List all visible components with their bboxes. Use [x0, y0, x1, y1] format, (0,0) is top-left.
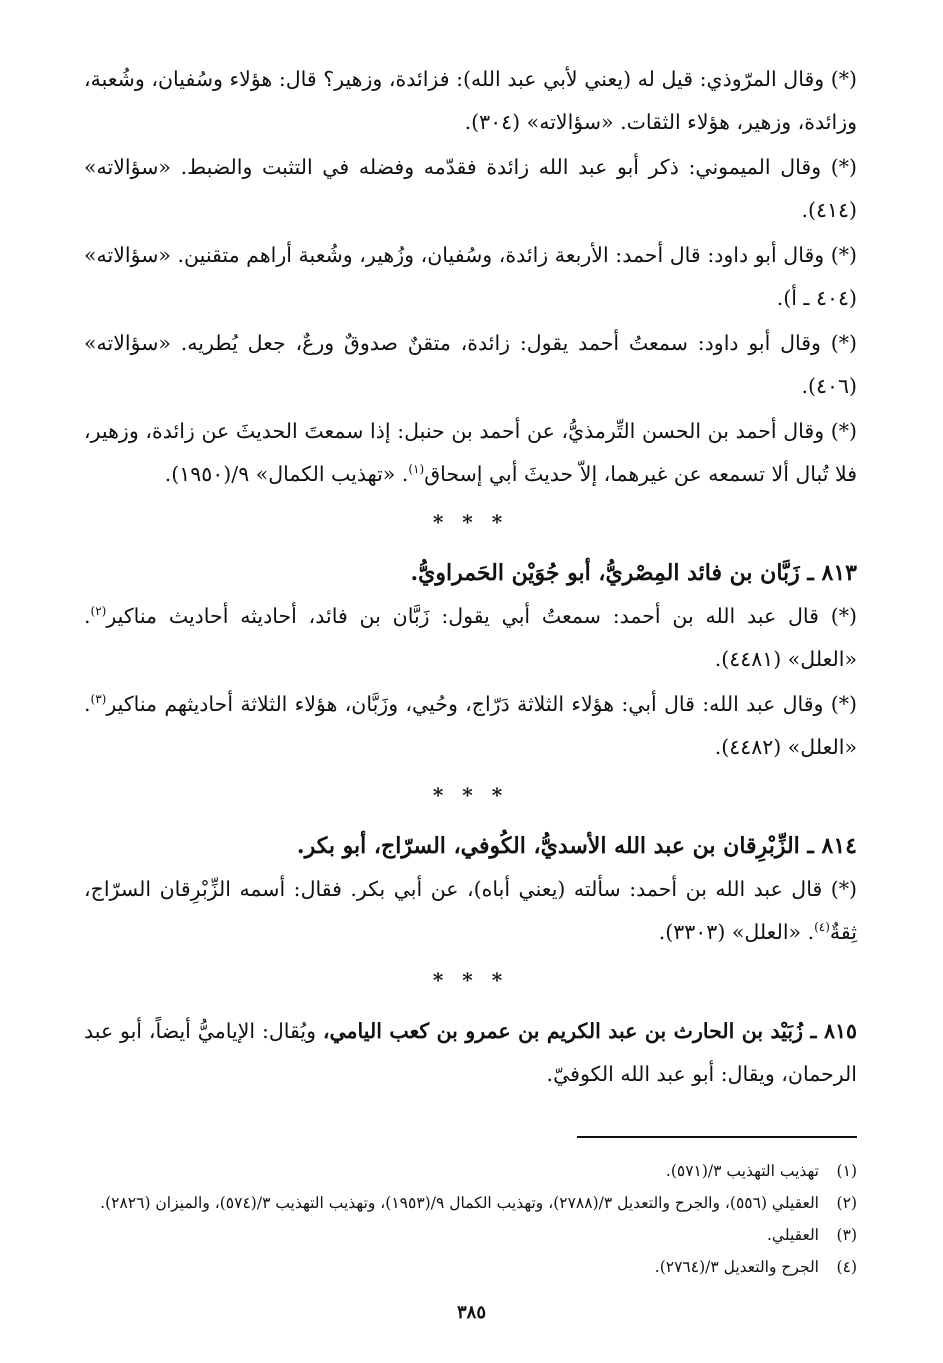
footnote-number: (٢) — [836, 1194, 857, 1212]
footnote-text: الجرح والتعديل ٣/(٢٧٦٤). — [654, 1258, 819, 1276]
footnote-text: العقيلي (٥٥٦)، والجرح والتعديل ٣/(٢٧٨٨)، وتهذيب الكمال ٩/(١٩٥٣)، وتهذيب التهذيب ٣/(٥٧٤)، والميزان (٢٨٢٦). — [100, 1194, 819, 1212]
footnote-ref: (٢) — [90, 604, 107, 619]
entry-title-813: ٨١٣ ـ زَبَّان بن فائد المِصْريُّ، أبو جُوَيْن الحَمراويُّ. — [410, 560, 857, 586]
footnote-number: (٤) — [836, 1258, 857, 1276]
footnote-ref: (٤) — [814, 920, 830, 935]
entry-815 — [84, 1010, 857, 1096]
page-number: ٣٨٥ — [456, 1302, 486, 1323]
paragraph-tirmidhi — [84, 410, 857, 496]
paragraph-text: . «العلل» (٣٣٠٣). — [658, 920, 815, 944]
paragraph-text: . «العلل» (٤٤٨٢). — [84, 692, 857, 759]
footnote-item — [84, 1156, 857, 1186]
paragraph-text: (*) قال عبد الله بن أحمد: سألته (يعني أباه)، عن أبي بكر. فقال: أسمه الزِّبْرِقان السرّاج، ثِقةٌ — [84, 877, 857, 944]
footnote-item — [84, 1252, 857, 1282]
paragraph-813-2 — [84, 683, 857, 769]
footnote-ref: (٣) — [90, 692, 107, 707]
footnote-item — [84, 1188, 857, 1218]
paragraph-marwazi: (*) وقال المرّوذي: قيل له (يعني لأبي عبد الله): فزائدة، وزهير؟ قال: هؤلاء وسُفيان، وشُعبة، وزائدة، وزهير، هؤلاء الثقات. «سؤالاته» (٣٠٤). — [84, 67, 857, 134]
footnote-number: (١) — [836, 1162, 857, 1180]
footnote-item — [84, 1220, 857, 1250]
paragraph-813-1 — [84, 595, 857, 681]
entry-title-815: ٨١٥ ـ زُبَيْد بن الحارث بن عبد الكريم بن عمرو بن كعب اليامي، — [322, 1019, 857, 1043]
paragraph-text: ويُقال: الإياميُّ أيضاً، أبو عبد الرحمان، ويقال: أبو عبد الله الكوفيّ. — [84, 1019, 857, 1086]
footnote-ref: (١) — [408, 462, 425, 477]
section-separator: * * * — [432, 968, 509, 992]
paragraph-text: (*) وقال عبد الله: قال أبي: هؤلاء الثلاثة دَرّاج، وحُيي، وزَبَّان، هؤلاء الثلاثة أحاديثهم مناكير — [106, 692, 857, 716]
footnote-text: تهذيب التهذيب ٣/(٥٧١). — [665, 1162, 819, 1180]
paragraph-abu-dawud-1: (*) وقال أبو داود: قال أحمد: الأربعة زائدة، وسُفيان، وزُهير، وشُعبة أراهم متقنين. «سؤالاته» (٤٠٤ ـ أ). — [84, 243, 857, 310]
paragraph-abu-dawud-2: (*) وقال أبو داود: سمعتُ أحمد يقول: زائدة، متقنٌ صدوقٌ ورعٌ، جعل يُطريه. «سؤالاته» (٤٠٦). — [84, 331, 857, 398]
footnote-text: العقيلي. — [766, 1226, 819, 1244]
entry-title-814: ٨١٤ ـ الزِّبْرِقان بن عبد الله الأسديُّ، الكُوفي، السرّاج، أبو بكر. — [296, 833, 857, 859]
footnote-number: (٣) — [836, 1226, 857, 1244]
section-separator: * * * — [432, 783, 509, 807]
footnotes — [84, 1156, 857, 1282]
paragraph-text: (*) قال عبد الله بن أحمد: سمعتُ أبي يقول: زَبَّان بن فائد، أحاديثه أحاديث مناكير — [106, 604, 857, 628]
paragraph-text: . «العلل» (٤٤٨١). — [84, 604, 857, 671]
paragraph-maymuni: (*) وقال الميموني: ذكر أبو عبد الله زائدة فقدّمه وفضله في التثبت والضبط. «سؤالاته» (٤١٤). — [84, 155, 857, 222]
paragraph-text: . «تهذيب الكمال» ٩/(١٩٥٠). — [164, 462, 409, 486]
paragraph-814-1 — [84, 868, 857, 954]
section-separator: * * * — [432, 510, 509, 534]
footnote-divider — [577, 1136, 857, 1138]
paragraph-text: (*) وقال أحمد بن الحسن التِّرمذيُّ، عن أحمد بن حنبل: إذا سمعتَ الحديثَ عن زائدة، وزهير، فلا تُبال ألا تسمعه عن غيرهما، إلاّ حديثَ أبي إسحاق — [84, 419, 857, 486]
